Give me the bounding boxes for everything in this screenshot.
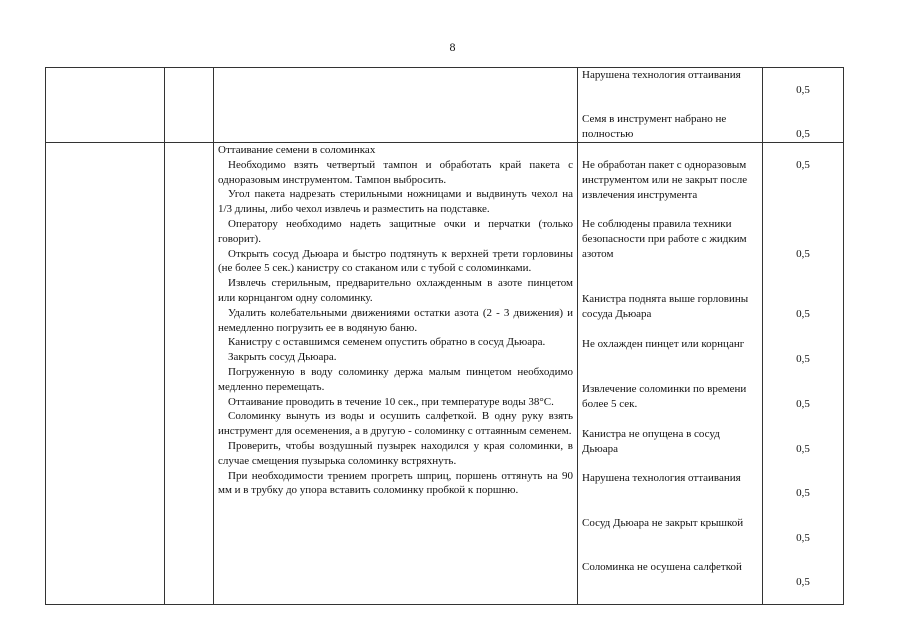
cell-empty-2 [165, 143, 214, 605]
error-item: Сосуд Дьюара не закрыт крышкой [582, 517, 744, 529]
procedure-title: Оттаивание семени в соломинках [218, 144, 376, 156]
score-item: 0,5 [796, 308, 810, 320]
procedure-step: Оттаивание проводить в течение 10 сек., при температуре воды 38°С. [228, 395, 554, 408]
score-item: 0,5 [796, 84, 810, 96]
score-item: 0,5 [796, 128, 810, 140]
error-item: Семя в инструмент набрано не полностью [582, 113, 727, 140]
score-cell [763, 143, 844, 605]
error-item: Нарушена технология оттаивания [582, 69, 741, 81]
score-item: 0,5 [796, 443, 810, 455]
procedure-step: Открыть сосуд Дьюара и быстро подтянуть к верхней трети горловины (не более 5 сек.) канистру со стаканом или с тубой с соломинками. [218, 247, 573, 275]
score-item: 0,5 [796, 532, 810, 544]
score-item: 0,5 [796, 159, 810, 171]
procedure-cell [214, 68, 578, 143]
score-item: 0,5 [796, 353, 810, 365]
procedure-step: Погруженную в воду соломинку держа малым пинцетом необходимо медленно перемещать. [218, 365, 573, 393]
procedure-step: Оператору необходимо надеть защитные очки и перчатки (только говорит). [218, 217, 573, 245]
error-item: Нарушена технология оттаивания [582, 472, 741, 484]
cell-empty-1 [46, 68, 165, 143]
error-item: Канистра поднята выше горловины сосуда Дьюара [582, 293, 749, 320]
score-item: 0,5 [796, 576, 810, 588]
procedure-cell [214, 143, 578, 605]
procedure-step: Канистру с оставшимся семенем опустить обратно в сосуд Дьюара. [228, 336, 546, 349]
cell-empty-2 [165, 68, 214, 143]
procedure-step: При необходимости трением прогреть шприц, поршень оттянуть на 90 мм и в трубку до упора вставить соломинку пробкой к поршню. [218, 469, 573, 497]
procedure-step: Угол пакета надрезать стерильными ножницами и выдвинуть чехол на 1/3 длины, либо чехол извлечь и разместить на подставке. [218, 188, 573, 216]
error-item: Канистра не опущена в сосуд Дьюара [582, 428, 720, 455]
procedure-step: Извлечь стерильным, предварительно охлажденным в азоте пинцетом или корнцангом одну соломинку. [218, 277, 573, 304]
procedure-step: Проверить, чтобы воздушный пузырек находился у края соломинки, в случае смещения пузырька соломинку встряхнуть. [218, 439, 573, 467]
table-row [46, 143, 844, 605]
error-item: Соломинка не осушена салфеткой [582, 561, 742, 573]
score-item: 0,5 [796, 398, 810, 410]
procedure-step: Закрыть сосуд Дьюара. [228, 351, 337, 364]
score-cell [763, 68, 844, 143]
score-item: 0,5 [796, 487, 810, 499]
cell-empty-1 [46, 143, 165, 605]
error-item: Извлечение соломинки по времени более 5 сек. [582, 383, 747, 410]
score-item: 0,5 [796, 248, 810, 260]
table-row [46, 68, 844, 143]
error-item: Не обработан пакет с одноразовым инструментом или не закрыт после извлечения инструмента [582, 159, 748, 201]
procedure-step: Соломинку вынуть из воды и осушить салфеткой. В одну руку взять инструмент для осеменения, а в другую - соломинку с оттаянным семенем. [218, 410, 573, 438]
procedure-step: Необходимо взять четвертый тампон и обработать край пакета с одноразовым инструментом. Тампон выбросить. [218, 158, 573, 186]
error-item: Не соблюдены правила техники безопасности при работе с жидким азотом [582, 218, 747, 260]
errors-cell [578, 68, 763, 143]
assessment-table [45, 67, 844, 605]
procedure-step: Удалить колебательными движениями остатки азота (2 - 3 движения) и немедленно погрузить ее в водяную баню. [218, 306, 573, 334]
page-number: 8 [449, 40, 456, 54]
errors-cell [578, 143, 763, 605]
error-item: Не охлажден пинцет или корнцанг [582, 338, 745, 350]
